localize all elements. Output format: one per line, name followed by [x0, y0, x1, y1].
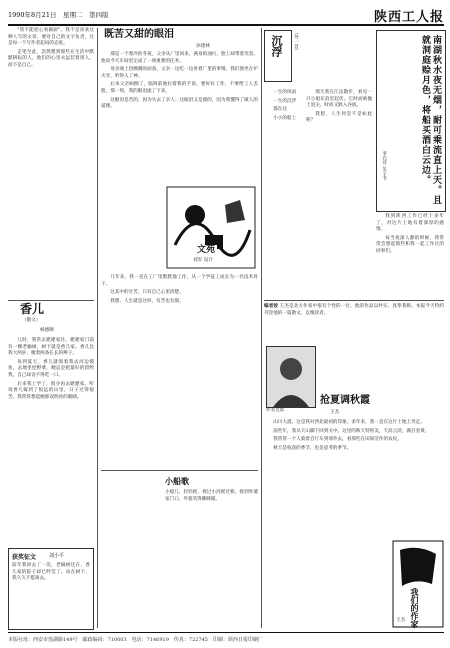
- cartoon-illustration: [165, 185, 257, 270]
- essay-author-2: 王杰: [330, 410, 340, 415]
- award-text: 前年我回去了一次，老榆树还在，香儿家的院子却已经荒了。站在树下，我久久不愿离去。: [12, 563, 90, 582]
- col-divider: [261, 28, 262, 628]
- poem-body: 小船儿，轻轻摇，摇过小河摇过桥。摇到外婆家门口，外婆笑得眯眯眼。: [165, 490, 258, 502]
- calligraphy-signature: 李白诗 吴子书: [381, 151, 387, 181]
- essay-title: 香儿: [20, 302, 45, 316]
- poem-title-box: [264, 30, 292, 82]
- divider: [8, 300, 94, 301]
- calligraphy-block: [376, 30, 446, 212]
- col4-body: [376, 214, 444, 258]
- column-para: 那天我在江边散步，看见一只小船在浪里起伏。它时而被抛上浪尖，时而又跌入谷底。: [306, 90, 372, 109]
- column-para: 我想，人生何尝不是如此呢？: [306, 111, 372, 124]
- essay-para: 后来我上学了，很少再去姥姥家。听说香儿嫁到了很远的山里，日子过得很苦。我常常想起她那双明亮的眼睛。: [8, 381, 94, 400]
- col4-para: 每当夜深人静的时候，我常常会想起那些和我一起工作过的同事们。: [376, 235, 444, 254]
- article-para: 后来父亲病倒了，临终前他拉着我的手说，要好好工作，不要给工人丢脸。那一刻，我的眼泪流了下来。: [101, 82, 258, 94]
- poem-line: 小小的船上: [273, 115, 297, 121]
- side-body: [101, 275, 258, 307]
- poem-line: 都在这: [273, 107, 287, 113]
- essay-body: [8, 338, 94, 403]
- essay2-para: 前些年，我从天山脚下回到关中。这里的秋天特别美，天高云淡，满目金黄。: [273, 428, 430, 434]
- issue-date: 1990年8月21日 星期二 第四版: [8, 11, 109, 19]
- award-author: 刘小平: [49, 553, 65, 559]
- essay-title-2: 抢夏调秋霞: [320, 395, 370, 406]
- essay-sub: （散文）: [22, 318, 41, 323]
- page-footer: 本版社址：西安市莲湖路149号 邮政编码：710003 电话：7146919 传真：722745 印刷：陕西日报印刷厂: [8, 632, 444, 643]
- col4-para: 我到陕西工作已经十多年了，对这片土地有着深厚的感情。: [376, 214, 444, 233]
- poem-line: 一生的风雨: [273, 90, 297, 95]
- side-para: 几年来，我一直在工厂里默默地工作，从一个学徒工成长为一名技术骨干。: [101, 275, 258, 287]
- cartoon-title: 文苑: [197, 245, 216, 255]
- column-body: [306, 90, 372, 127]
- masthead: 陕西工人报: [373, 10, 444, 25]
- col-divider: [97, 28, 98, 628]
- essay-para: 每到夏天，香儿就领着我去河边摸鱼，去地里挖野菜，她总是把最好的留给我，自己却舍不得吃一口。: [8, 359, 94, 378]
- award-box: [8, 548, 94, 630]
- poem-title: 小船歌: [165, 476, 189, 486]
- photo-caption: 作者近影: [266, 408, 285, 413]
- column-title: 沉浮: [270, 35, 283, 57]
- divider: [101, 470, 258, 471]
- essay-para: 儿时，我常去姥姥家住，姥姥家门前有一棵老榆树，树下就是香儿家。香儿比我大两岁，梳着两条长长的辫子。: [8, 338, 94, 357]
- article-author: 孙建林: [196, 44, 210, 49]
- side-para: 我想，人生就是这样，有苦也有甜。: [110, 298, 184, 304]
- column-subtitle: （外一首）: [293, 30, 299, 53]
- essay2-para: 我常常一个人骑着自行车到郊外去，看那些在田间劳作的农民。: [273, 437, 402, 443]
- poem-line: 一生的沉浮: [273, 98, 297, 104]
- essay-body-2: [264, 420, 444, 454]
- editor-note-text: 王杰是北方作家中很有个性的一位，他的作品以朴实、真挚著称。本报今天特约刊登他的一篇散文，以飨读者。: [264, 304, 444, 316]
- editor-note: [264, 304, 444, 317]
- lead-para: "我不能把心看做厨"。我不是喜欢这种人写的文章，要对自己的文字负责，这是每一个写作者起码的态度。: [8, 28, 94, 47]
- cartoon-caption: 刘军 设计: [193, 258, 213, 263]
- article-para: 这眼泪是苦的，因为失去了亲人；这眼泪又是甜的，因为我懂得了做人的道理。: [101, 97, 258, 110]
- article-para: 母亲端上热腾腾的面条，父亲一边吃一边讲着厂里的事情。我们围坐在炉火旁，听得入了神。: [101, 67, 258, 79]
- article-title: 既苦又甜的眼泪: [104, 29, 174, 40]
- author-photo: [266, 346, 316, 408]
- essay2-para: 山川大漠，这是我对西北最初的印象。多年来，我一直在这片土地上奔走。: [273, 420, 425, 425]
- side-para: 这其中的甘苦，只有自己心里清楚。: [110, 290, 184, 296]
- editor-note-label: 编者按: [264, 304, 279, 309]
- writer-badge: [392, 540, 444, 628]
- divider: [264, 300, 444, 301]
- poem-lines: [264, 90, 304, 124]
- badge-sub: 王杰: [396, 618, 406, 623]
- calligraphy-text: 南湖秋水夜无烟，耐可乘流直上天。且就洞庭赊月色，将船买酒白云边。: [420, 35, 441, 205]
- lead-para: 走笔至此，忽然想到那些在生活中默默耕耘的人，他们的心里永远装着别人，而不是自己。: [8, 49, 94, 68]
- award-label: 获奖征文: [12, 554, 37, 561]
- essay-author: 杨德顺: [40, 328, 54, 333]
- article-para: 那是一个寒冷的冬夜，父亲从厂里回来，满身的油污，脸上却带着笑容。他说今天车间里完成了一项重要的任务。: [101, 52, 258, 64]
- essay2-para: 秋天是收获的季节，也是思考的季节。: [273, 445, 352, 451]
- page-header: [8, 6, 444, 26]
- badge-title: 我们的作家: [410, 588, 420, 628]
- col1-lead: [8, 28, 94, 72]
- article-body: [101, 52, 258, 113]
